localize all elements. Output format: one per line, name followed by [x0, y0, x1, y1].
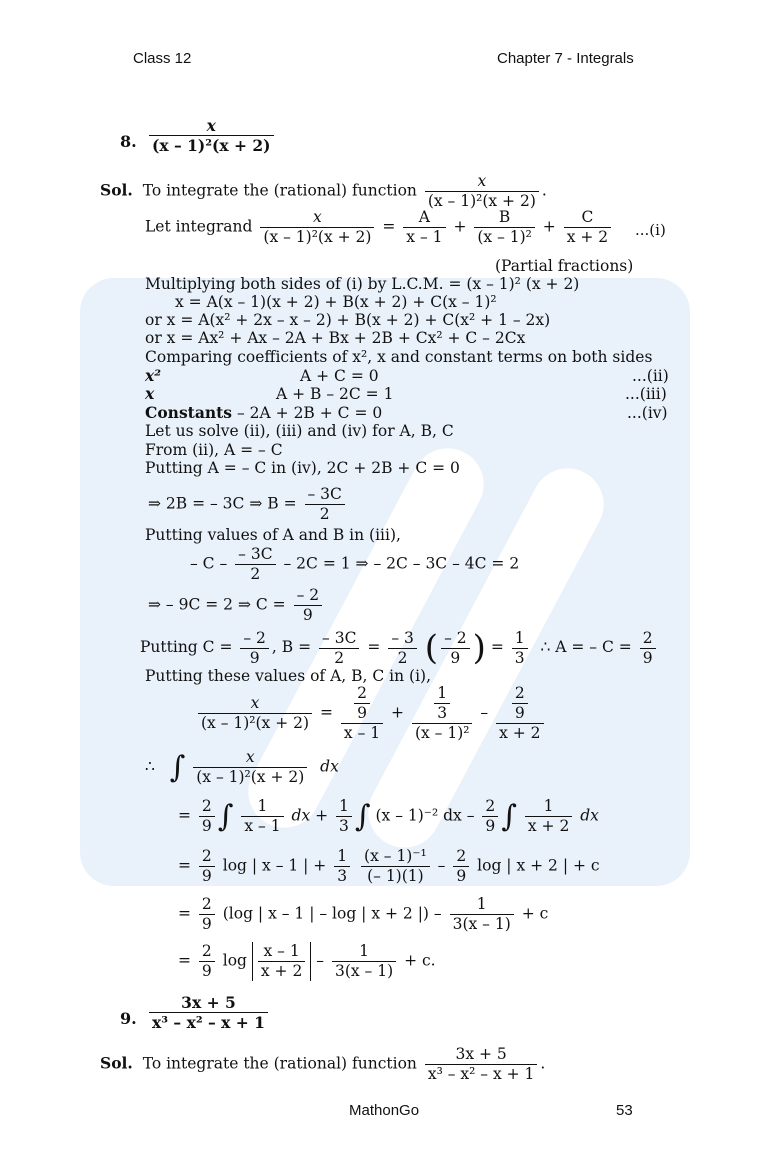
- coef-label-constants: Constants: [145, 403, 233, 422]
- from-text: From (ii), A = – C: [145, 441, 283, 459]
- integral-step-1: = $\frac{2}{9}$ ∫ $\frac{1}{x - 1}$ dx + $\frac{1}{3}$ ∫ (x – 1)⁻² dx – $\frac{2}{9}$ ∫ $\frac{1}{x + 2}$ dx: [178, 797, 599, 835]
- putting-3: Putting these values of A, B, C in (i),: [145, 667, 432, 685]
- header-chapter: Chapter 7 - Integrals: [497, 50, 634, 67]
- solve-text: Let us solve (ii), (iii) and (iv) for A, B, C: [145, 422, 454, 440]
- header-class: Class 12: [133, 50, 192, 67]
- question-9-expression: $\frac{3x + 5}{\text{x³ – x² – x + 1}}$: [146, 993, 271, 1032]
- implication-1: ⇒ 2B = – 3C ⇒ B = $\frac{- 3C}{2}$: [148, 485, 348, 524]
- coef-label-x: x: [145, 384, 155, 403]
- step-1: x = A(x – 1)(x + 2) + B(x + 2) + C(x – 1)²: [175, 293, 497, 311]
- footer-brand: MathonGo: [349, 1102, 420, 1119]
- putting-c-line: Putting C = $\frac{- 2}{9}$ , B = $\frac{- 3C}{2}$ = $\frac{- 3}{2}$ ( $\frac{- 2}{9}$ ) = $\frac{1}{3}$ ∴ A = – C = $\frac{2}{9}$: [140, 628, 659, 668]
- coef-eq-2: A + B – 2C = 1: [276, 385, 394, 403]
- result-decomposition: $\frac{x}{\text{(x – 1)²(x + 2)}}$ = $\frac{\frac{2}{9}}{x - 1}$ + $\frac{\frac{1}{3}}{\text{(x – 1)²}}$ – $\frac{\frac{2}{9}}{x + 2}$: [195, 684, 547, 743]
- integral-final: = $\frac{2}{9}$ log $\frac{x - 1}{x + 2}$ – $\frac{1}{3(x - 1)}$ + c.: [178, 942, 436, 980]
- coef-label-x2: x²: [145, 366, 162, 385]
- implication-2: ⇒ – 9C = 2 ⇒ C = $\frac{- 2}{9}$: [148, 586, 325, 625]
- putting-1: Putting A = – C in (iv), 2C + 2B + C = 0: [145, 459, 460, 477]
- integral-step-3: = $\frac{2}{9}$ (log | x – 1 | – log | x + 2 |) – $\frac{1}{3(x - 1)}$ + c: [178, 895, 549, 933]
- equation-tag-iv: ...(iv): [627, 404, 668, 422]
- step-3: or x = Ax² + Ax – 2A + Bx + 2B + Cx² + C – 2Cx: [145, 329, 526, 347]
- coef-eq-1: A + C = 0: [300, 367, 379, 385]
- putting-2: Putting values of A and B in (iii),: [145, 526, 401, 544]
- equation-tag-i: ...(i): [635, 221, 666, 239]
- solution-intro: Sol. To integrate the (rational) function $\frac{x}{\text{(x – 1)²(x + 2)}}$ .: [100, 172, 547, 210]
- multiply-text: Multiplying both sides of (i) by L.C.M. = (x – 1)² (x + 2): [145, 275, 580, 293]
- step-2: or x = A(x² + 2x – x – 2) + B(x + 2) + C(x² + 1 – 2x): [145, 311, 551, 329]
- integral-line: ∴ ∫ $\frac{x}{\text{(x – 1)²(x + 2)}}$ dx: [145, 748, 339, 786]
- partial-fraction-setup: Let integrand $\frac{x}{\text{(x – 1)²(x + 2)}}$ = $\frac{A}{x - 1}$ + $\frac{B}{\text{(x – 1)²}}$ + $\frac{C}{x + 2}$: [145, 208, 614, 247]
- question-expression: $\frac{x}{\text{(x – 1)²(x + 2)}}$: [146, 116, 277, 155]
- question-9-number: 9.: [120, 1009, 137, 1028]
- integral-step-2: = $\frac{2}{9}$ log | x – 1 | + $\frac{1}{3}$ $\frac{\text{(x – 1)⁻¹}}{(- 1)(1)}$ – $\frac{2}{9}$ log | x + 2 | + c: [178, 847, 600, 885]
- equation-tag-ii: ...(ii): [632, 367, 669, 385]
- partial-fractions-note: (Partial fractions): [495, 257, 634, 275]
- question-number: 8.: [120, 132, 137, 151]
- compare-text: Comparing coefficients of x², x and constant terms on both sides: [145, 348, 653, 366]
- solution-9-intro: Sol. To integrate the (rational) function $\frac{3x + 5}{\text{x³ – x² – x + 1}}$ .: [100, 1045, 546, 1083]
- page-number: 53: [616, 1102, 633, 1119]
- coef-eq-3: – 2A + 2B + C = 0: [237, 404, 383, 422]
- equation-tag-iii: ...(iii): [625, 385, 667, 403]
- equation-line-2: – C – $\frac{- 3C}{2}$ – 2C = 1 ⇒ – 2C – 3C – 4C = 2: [190, 545, 520, 583]
